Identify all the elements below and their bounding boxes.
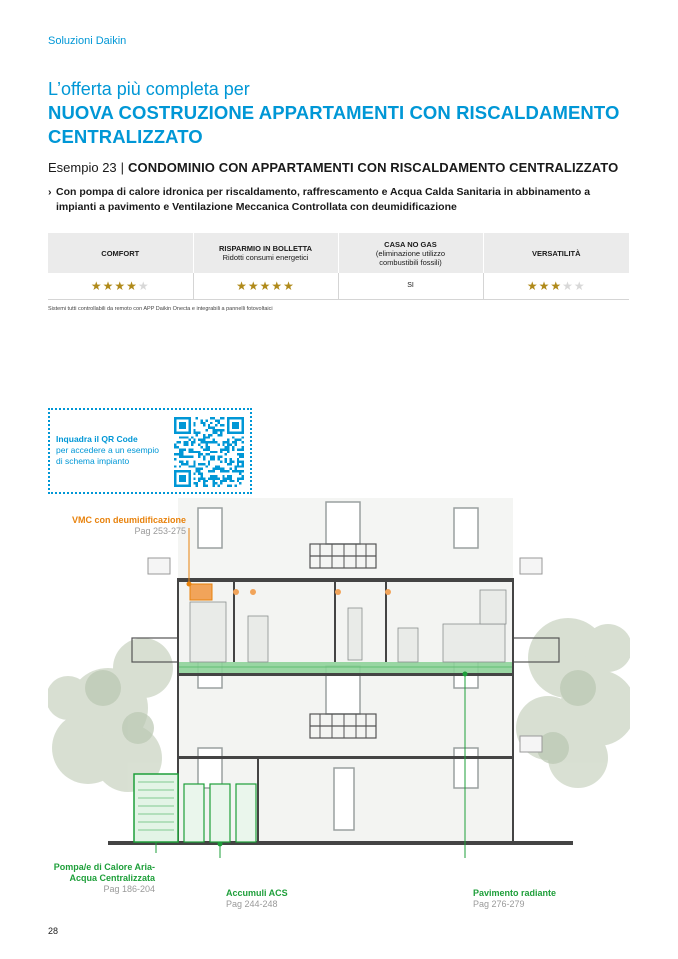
label-pavimento-radiante: Pavimento radiante Pag 276-279 bbox=[473, 888, 557, 909]
rating-risparmio bbox=[193, 273, 338, 299]
qr-title: Inquadra il QR Code bbox=[56, 434, 138, 444]
page-subtitle: L’offerta più completa per bbox=[48, 79, 250, 99]
description-bullet bbox=[48, 185, 648, 215]
value-casa-no-gas: SI bbox=[338, 273, 483, 299]
star-filled-icon: ★ bbox=[126, 278, 138, 293]
label-pompa-di-calore: Pompa/e di Calore Aria-Acqua Centralizzata Pag 186-204 bbox=[53, 862, 155, 894]
star-filled-icon: ★ bbox=[271, 278, 284, 293]
rating-versatilita bbox=[483, 273, 629, 299]
star-empty-icon: ★ bbox=[573, 278, 586, 293]
example-separator: | bbox=[120, 160, 125, 175]
star-empty-icon: ★ bbox=[137, 278, 150, 293]
bullet-line-2: impianti a pavimento e Ventilazione Meccanica Controllata con deumidificazione bbox=[56, 201, 457, 213]
rating-comfort bbox=[48, 273, 193, 299]
example-title: CONDOMINIO CON APPARTAMENTI CON RISCALDAMENTO CENTRALIZZATO bbox=[128, 160, 619, 175]
star-filled-icon: ★ bbox=[247, 278, 260, 293]
page-title: NUOVA COSTRUZIONE APPARTAMENTI CON RISCALDAMENTO CENTRALIZZATO bbox=[48, 102, 620, 147]
table-header-row bbox=[48, 233, 629, 273]
label-vmc: VMC con deumidificazione Pag 253-275 bbox=[71, 515, 186, 536]
label-accumuli-acs: Accumuli ACS Pag 244-248 bbox=[226, 888, 288, 909]
star-empty-icon: ★ bbox=[562, 278, 574, 293]
building-illustration bbox=[48, 498, 630, 858]
star-filled-icon: ★ bbox=[114, 278, 127, 293]
page-number: 28 bbox=[48, 926, 59, 936]
example-number: Esempio 23 bbox=[48, 160, 117, 175]
star-filled-icon: ★ bbox=[90, 278, 103, 293]
table-row bbox=[48, 273, 629, 299]
qr-description: per accedere a un esempio di schema impianto bbox=[56, 445, 160, 466]
comparison-table bbox=[48, 233, 629, 300]
star-filled-icon: ★ bbox=[550, 278, 563, 293]
qr-code-icon[interactable] bbox=[174, 417, 244, 487]
qr-callout-text bbox=[56, 434, 166, 467]
header-comfort: COMFORT bbox=[48, 233, 193, 273]
bullet-line-1: Con pompa di calore idronica per riscaldamento, raffrescamento e Acqua Calda Sanitaria in abbinamento a bbox=[56, 186, 591, 198]
bullet-marker: › bbox=[48, 186, 52, 198]
header-versatilita: VERSATILITÀ bbox=[483, 233, 629, 273]
footnote: Sistemi tutti controllabili da remoto con APP Daikin Onecta e integrabili a pannelli fotovoltaici bbox=[48, 306, 273, 312]
header-casa-no-gas: CASA NO GAS (eliminazione utilizzo combustibili fossili) bbox=[338, 233, 483, 273]
star-filled-icon: ★ bbox=[102, 278, 115, 293]
header-risparmio: RISPARMIO IN BOLLETTA Ridotti consumi energetici bbox=[193, 233, 338, 273]
star-filled-icon: ★ bbox=[259, 278, 272, 293]
star-filled-icon: ★ bbox=[236, 278, 248, 293]
star-filled-icon: ★ bbox=[283, 278, 295, 293]
star-filled-icon: ★ bbox=[538, 278, 551, 293]
brand-label: Soluzioni Daikin bbox=[48, 35, 127, 47]
star-filled-icon: ★ bbox=[526, 278, 539, 293]
example-heading bbox=[48, 160, 618, 175]
